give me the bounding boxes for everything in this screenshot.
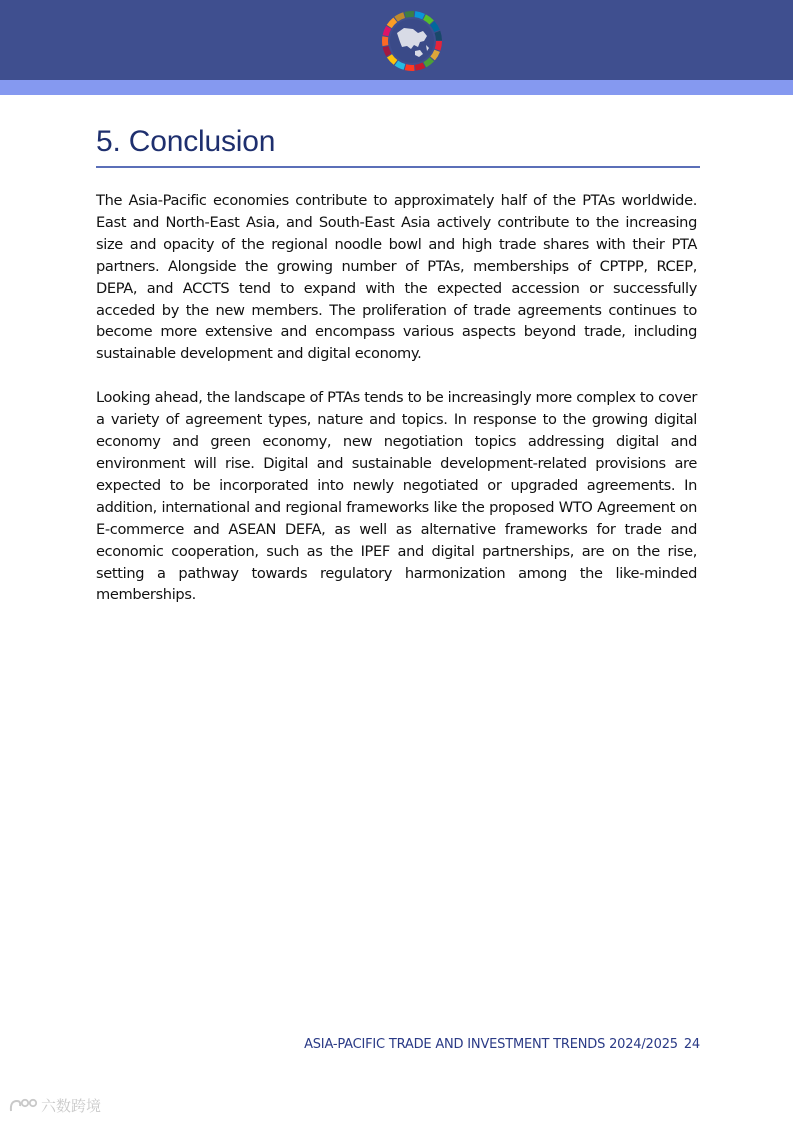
watermark-text: 六数跨境 bbox=[41, 1097, 102, 1115]
watermark bbox=[8, 1095, 101, 1116]
asia-pacific-map-logo-icon bbox=[380, 9, 444, 73]
header-band bbox=[0, 0, 793, 80]
paragraph-2: Looking ahead, the landscape of PTAs tends to be increasingly more complex to cover a variety of agreement types, nature and topics. In response to the growing digital economy and green economy, new negotiation topics addressing digital and environment will rise. Digital and sustainable development-related provisions are expected to be incorporated into newly negotiated or upgraded agreements. In addition, international and regional frameworks like the proposed WTO Agreement on E-commerce and ASEAN DEFA, as well as alternative frameworks for trade and economic cooperation, such as the IPEF and digital partnerships, are on the rise, setting a pathway towards regulatory harmonization among the like-minded memberships. bbox=[96, 389, 697, 604]
page-number: 24 bbox=[683, 1037, 700, 1052]
body-text bbox=[96, 190, 697, 628]
watermark-logo-icon bbox=[8, 1097, 38, 1115]
title-divider bbox=[96, 166, 700, 168]
footer-report-title: ASIA-PACIFIC TRADE AND INVESTMENT TRENDS 2024/2025 bbox=[304, 1037, 678, 1052]
paragraph-1: The Asia-Pacific economies contribute to approximately half of the PTAs worldwide. East and North-East Asia, and South-East Asia actively contribute to the increasing size and opacity of the regional noodle bowl and high trade shares with their PTA partners. Alongside the growing number of PTAs, memberships of CPTPP, RCEP, DEPA, and ACCTS tend to expand with the expected accession or successfully acceded by the new members. The proliferation of trade agreements continues to become more extensive and encompass various aspects beyond trade, including sustainable development and digital economy. bbox=[96, 192, 697, 363]
section-title: 5. Conclusion bbox=[96, 125, 276, 158]
header-stripe bbox=[0, 80, 793, 95]
page-footer bbox=[304, 1037, 700, 1052]
